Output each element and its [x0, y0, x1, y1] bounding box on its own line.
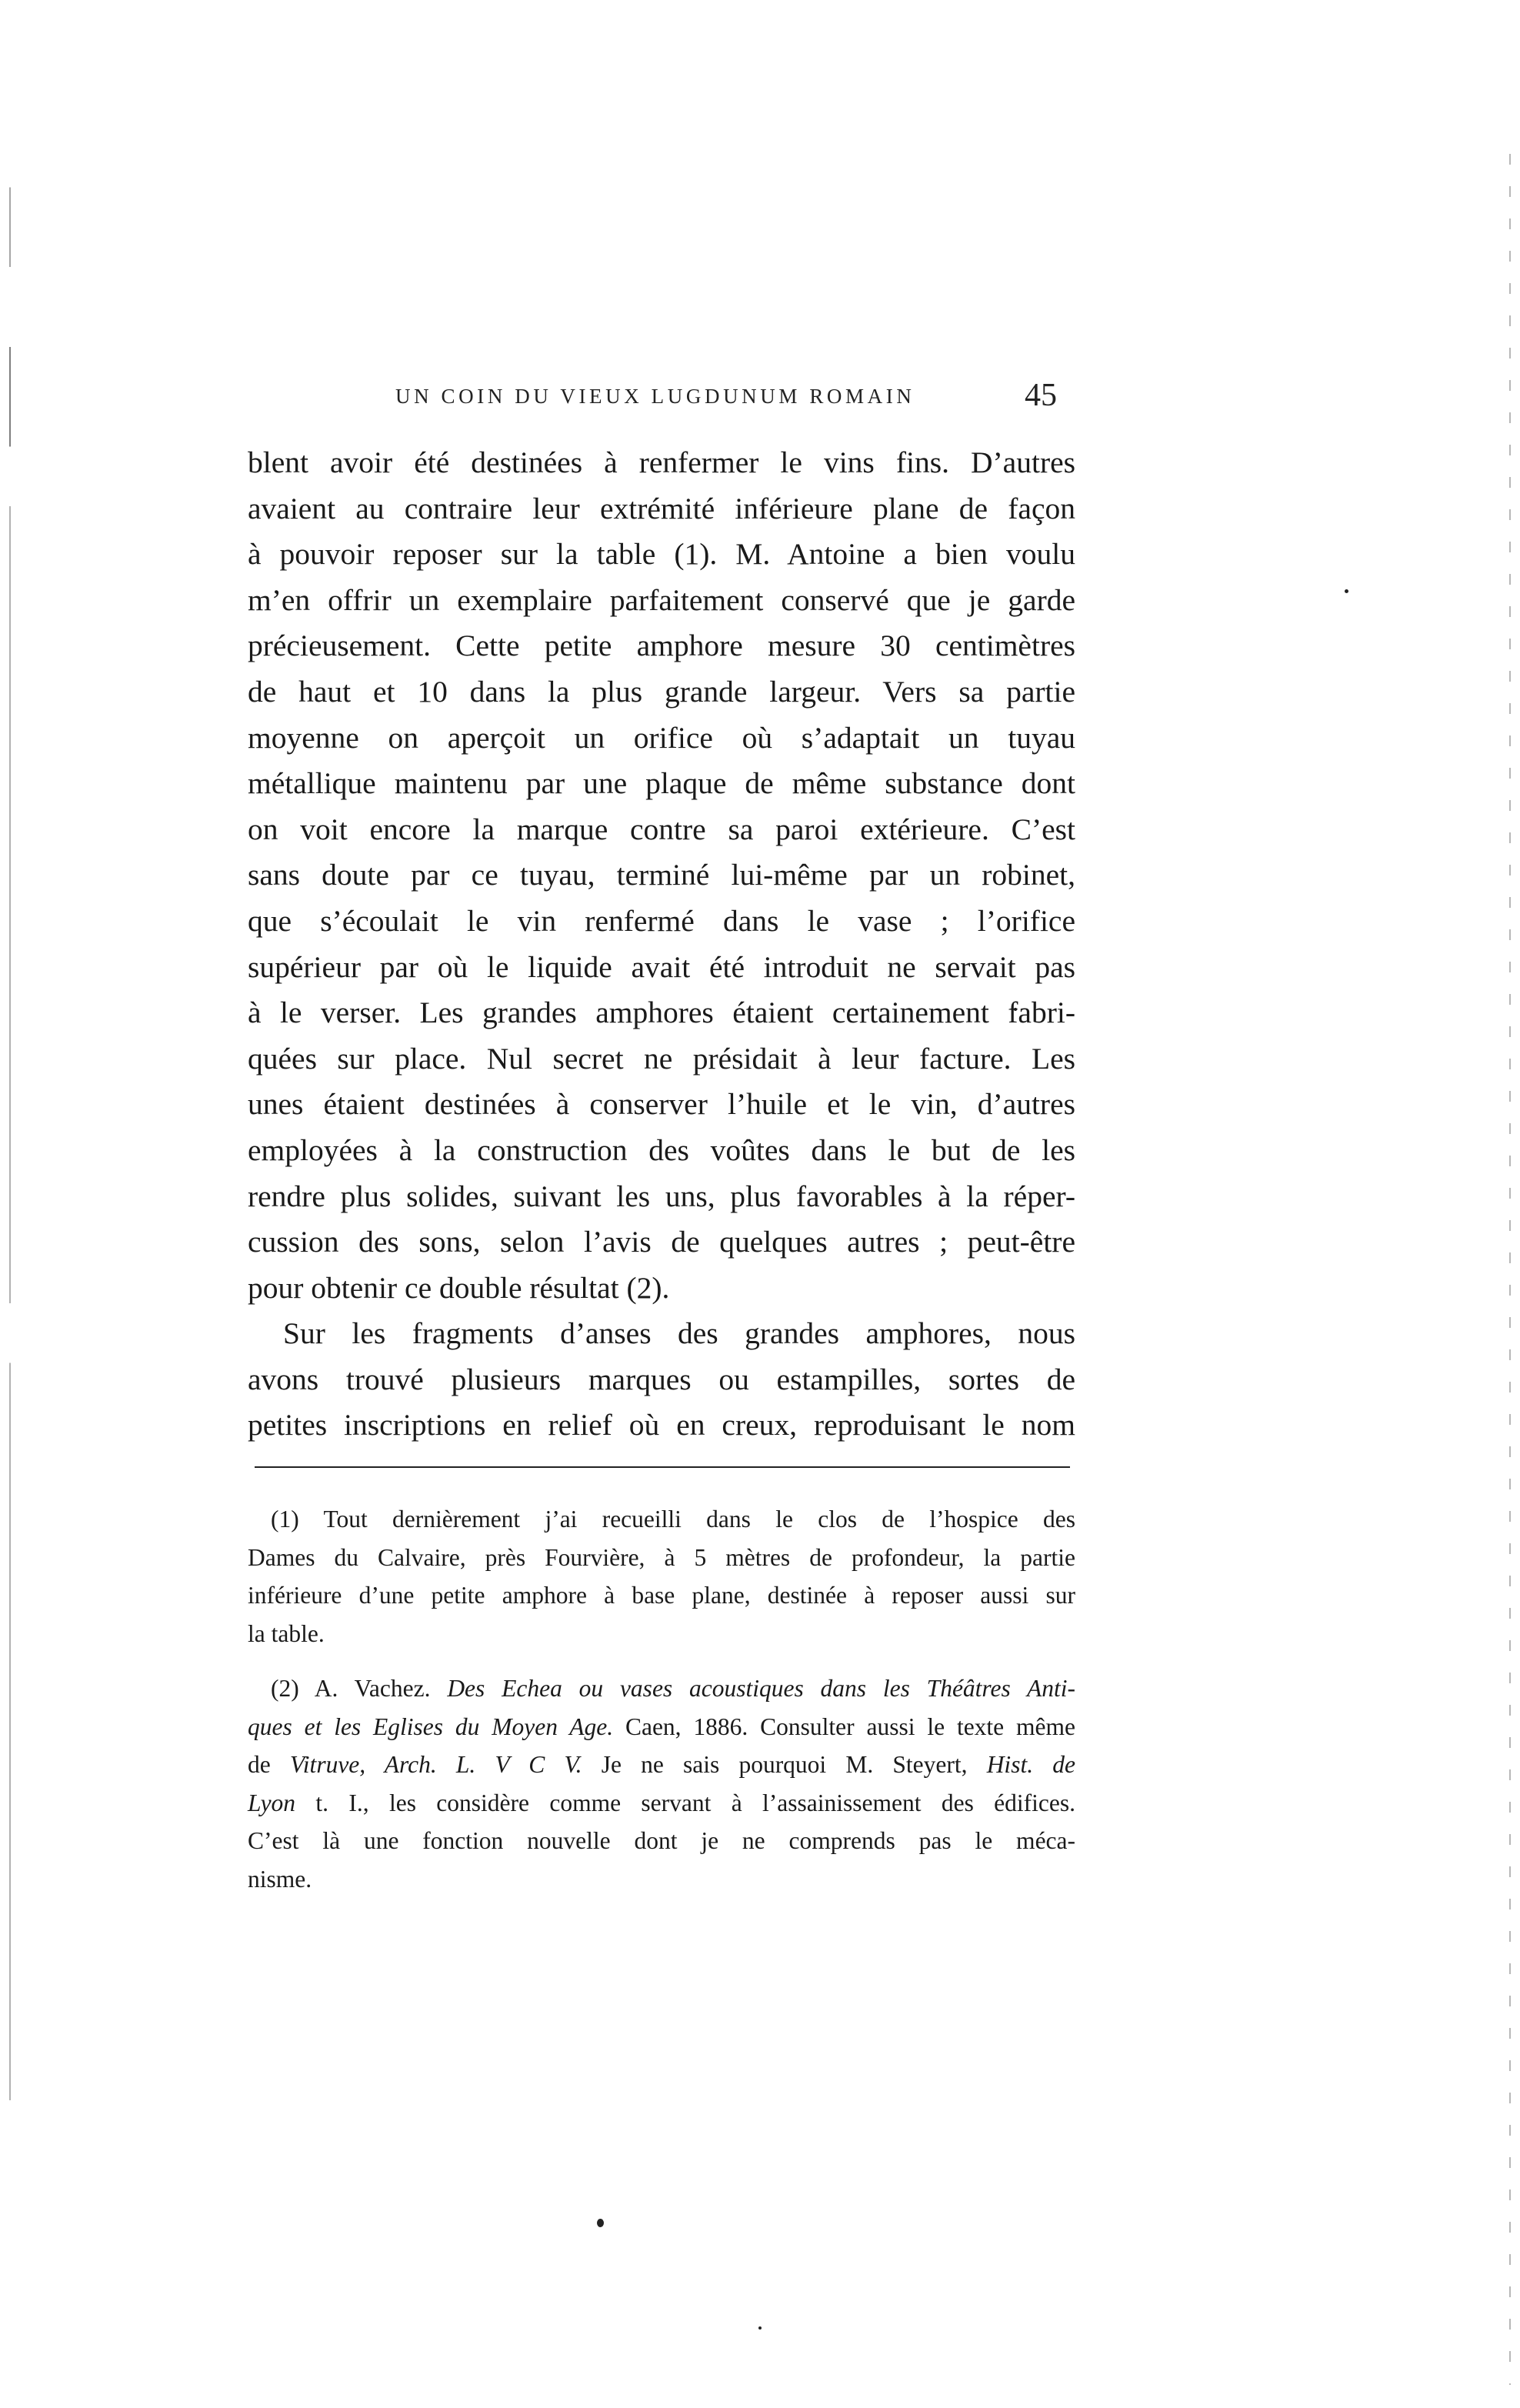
- scan-speck: [597, 2219, 604, 2227]
- footnote-2-line: [248, 1784, 1075, 1823]
- footnotes: [248, 1500, 1075, 1898]
- body-line: métallique maintenu par une plaque de même substance dont: [248, 766, 1075, 801]
- footnote-2-reference: Hist. de: [986, 1751, 1075, 1778]
- footnote-1-line: inférieure d’une petite amphore à base plane, destinée à reposer aussi sur: [248, 1582, 1075, 1609]
- footnote-1-line: la table.: [248, 1619, 325, 1647]
- body-line: à le verser. Les grandes amphores étaient certainement fabri-: [248, 996, 1075, 1030]
- footnote-2-text: t. I., les considère comme servant à l’assainissement des édifices.: [295, 1789, 1075, 1816]
- footnote-2-line: [248, 1669, 1075, 1708]
- body-line: cussion des sons, selon l’avis de quelques autres ; peut-être: [248, 1225, 1075, 1259]
- footnote-2-author: (2) A. Vachez.: [271, 1675, 448, 1702]
- body-line-paragraph-start: Sur les fragments d’anses des grandes amphores, nous: [283, 1316, 1075, 1351]
- footnote-2-text: Je ne sais pourquoi M. Steyert,: [582, 1751, 987, 1778]
- body-line: avaient au contraire leur extrémité inférieure plane de façon: [248, 491, 1075, 525]
- body-line-paragraph-end: pour obtenir ce double résultat (2).: [248, 1270, 670, 1305]
- body-line: employées à la construction des voûtes dans le but de les: [248, 1132, 1075, 1167]
- scan-speck: [758, 2326, 762, 2330]
- body-line: m’en offrir un exemplaire parfaitement conservé que je garde: [248, 582, 1075, 617]
- footnote-1-line: Dames du Calvaire, près Fourvière, à 5 mètres de profondeur, la partie: [248, 1543, 1075, 1571]
- body-line: de haut et 10 dans la plus grande largeur. Vers sa partie: [248, 674, 1075, 709]
- page-number: 45: [1025, 378, 1057, 413]
- body-text: [248, 440, 1075, 1449]
- footnote-separator: [255, 1466, 1070, 1468]
- body-line: petites inscriptions en relief où en creux, reproduisant le nom: [248, 1408, 1075, 1442]
- footnote-2-text: Caen, 1886. Consulter aussi le texte même: [613, 1713, 1075, 1740]
- footnote-2-title-cont: ques et les Eglises du Moyen Age.: [248, 1713, 614, 1740]
- body-line: avons trouvé plusieurs marques ou estampilles, sortes de: [248, 1362, 1075, 1396]
- body-line: sans doute par ce tuyau, terminé lui-même par un robinet,: [248, 858, 1075, 892]
- body-line: blent avoir été destinées à renfermer le vins fins. D’autres: [248, 445, 1075, 479]
- footnote-gap: [248, 1653, 1075, 1669]
- footnote-2-reference: Vitruve, Arch. L. V C V.: [289, 1751, 582, 1778]
- scan-speck: [1345, 589, 1348, 593]
- footnote-2-title: Des Echea ou vases acoustiques dans les Théâtres Anti-: [447, 1675, 1075, 1702]
- footnote-2-text: de: [248, 1751, 290, 1778]
- footnote-2-reference: Lyon: [248, 1789, 296, 1816]
- scan-edge-right: [1509, 154, 1511, 2385]
- footnote-2-line: [248, 1746, 1075, 1784]
- footnote-2-line: [248, 1708, 1075, 1746]
- body-line: à pouvoir reposer sur la table (1). M. Antoine a bien voulu: [248, 537, 1075, 572]
- body-line: unes étaient destinées à conserver l’huile et le vin, d’autres: [248, 1087, 1075, 1122]
- running-title: UN COIN DU VIEUX LUGDUNUM ROMAIN: [395, 385, 915, 408]
- body-line: rendre plus solides, suivant les uns, plus favorables à la réper-: [248, 1179, 1075, 1213]
- body-line: que s’écoulait le vin renfermé dans le vase ; l’orifice: [248, 903, 1075, 938]
- footnote-1-line: (1) Tout dernièrement j’ai recueilli dans le clos de l’hospice des: [271, 1506, 1075, 1533]
- scan-edge-left: [9, 108, 11, 2100]
- footnote-2-line: C’est là une fonction nouvelle dont je ne comprends pas le méca-: [248, 1827, 1075, 1854]
- body-line: supérieur par où le liquide avait été introduit ne servait pas: [248, 949, 1075, 984]
- body-line: quées sur place. Nul secret ne présidait à leur facture. Les: [248, 1041, 1075, 1076]
- running-head: [395, 377, 1057, 420]
- body-line: précieusement. Cette petite amphore mesure 30 centimètres: [248, 629, 1075, 663]
- footnote-2-line: nisme.: [248, 1865, 312, 1893]
- body-line: on voit encore la marque contre sa paroi extérieure. C’est: [248, 812, 1075, 846]
- body-line: moyenne on aperçoit un orifice où s’adaptait un tuyau: [248, 720, 1075, 755]
